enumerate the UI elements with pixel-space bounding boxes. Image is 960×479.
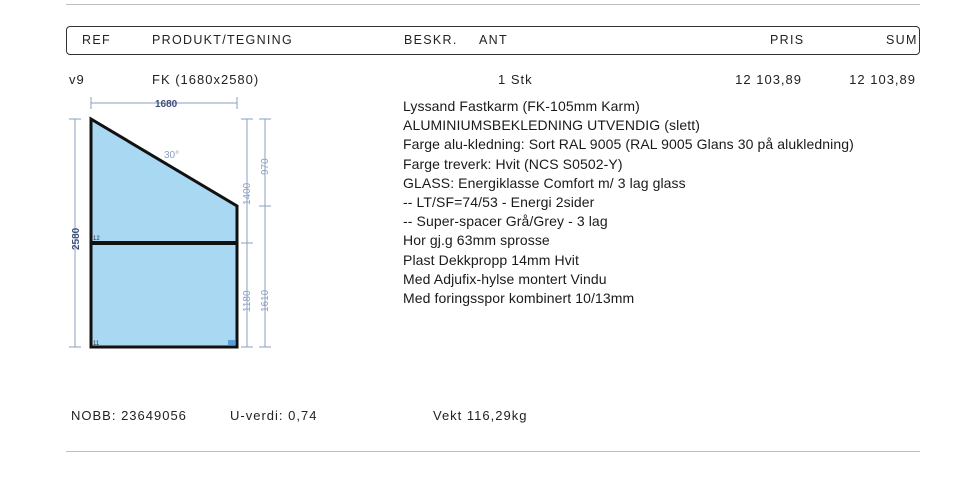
- dim-1400-label: 1400: [242, 182, 253, 205]
- description-line: Med Adjufix-hylse montert Vindu: [403, 270, 607, 287]
- header-produkt: PRODUKT/TEGNING: [152, 33, 294, 47]
- dim-1180-label: 1180: [242, 290, 253, 312]
- description-line: -- LT/SF=74/53 - Energi 2sider: [403, 194, 595, 211]
- item-ref: v9: [69, 72, 85, 87]
- item-sum: 12 103,89: [849, 72, 916, 87]
- description-line: GLASS: Energiklasse Comfort m/ 3 lag glass: [403, 174, 686, 191]
- description-line: Farge alu-kledning: Sort RAL 9005 (RAL 9005 Glans 30 på alukledning): [403, 136, 854, 153]
- corner-marker: [228, 340, 235, 345]
- u-value: U-verdi: 0,74: [230, 408, 318, 423]
- header-ref: REF: [82, 33, 111, 47]
- description-line: Lyssand Fastkarm (FK-105mm Karm): [403, 98, 640, 114]
- header-pris: PRIS: [770, 33, 805, 47]
- pane-label-bottom: 11: [93, 341, 100, 347]
- product-description: [403, 97, 854, 308]
- glass-pane-bottom: [91, 243, 237, 347]
- header-beskr: BESKR.: [404, 33, 458, 47]
- glass-pane-top: [91, 119, 237, 243]
- dim-1610-label: 1610: [260, 289, 271, 312]
- item-ant: 1 Stk: [498, 72, 533, 87]
- top-divider: [66, 4, 920, 5]
- height-dimension-label: 2580: [71, 227, 82, 250]
- pane-label-top: 12: [93, 236, 100, 242]
- description-line: Plast Dekkpropp 14mm Hvit: [403, 251, 580, 268]
- nobb-number: NOBB: 23649056: [71, 408, 187, 423]
- description-line: -- Super-spacer Grå/Grey - 3 lag: [403, 213, 608, 230]
- weight: Vekt 116,29kg: [433, 408, 528, 423]
- item-produkt: FK (1680x2580): [152, 72, 260, 87]
- bottom-divider: [66, 451, 920, 452]
- description-line: Med foringsspor kombinert 10/13mm: [403, 290, 635, 307]
- dim-970-label: 970: [260, 158, 271, 175]
- angle-label: 30°: [164, 150, 180, 161]
- item-pris: 12 103,89: [735, 72, 802, 87]
- header-ant: ANT: [479, 33, 508, 47]
- description-line: Farge treverk: Hvit (NCS S0502-Y): [403, 155, 623, 172]
- header-sum: SUM: [886, 33, 918, 47]
- description-line: ALUMINIUMSBEKLEDNING UTVENDIG (slett): [403, 117, 700, 134]
- description-line: Hor gj.g 63mm sprosse: [403, 232, 550, 249]
- width-dimension-label: 1680: [155, 99, 178, 110]
- window-drawing: [60, 90, 280, 360]
